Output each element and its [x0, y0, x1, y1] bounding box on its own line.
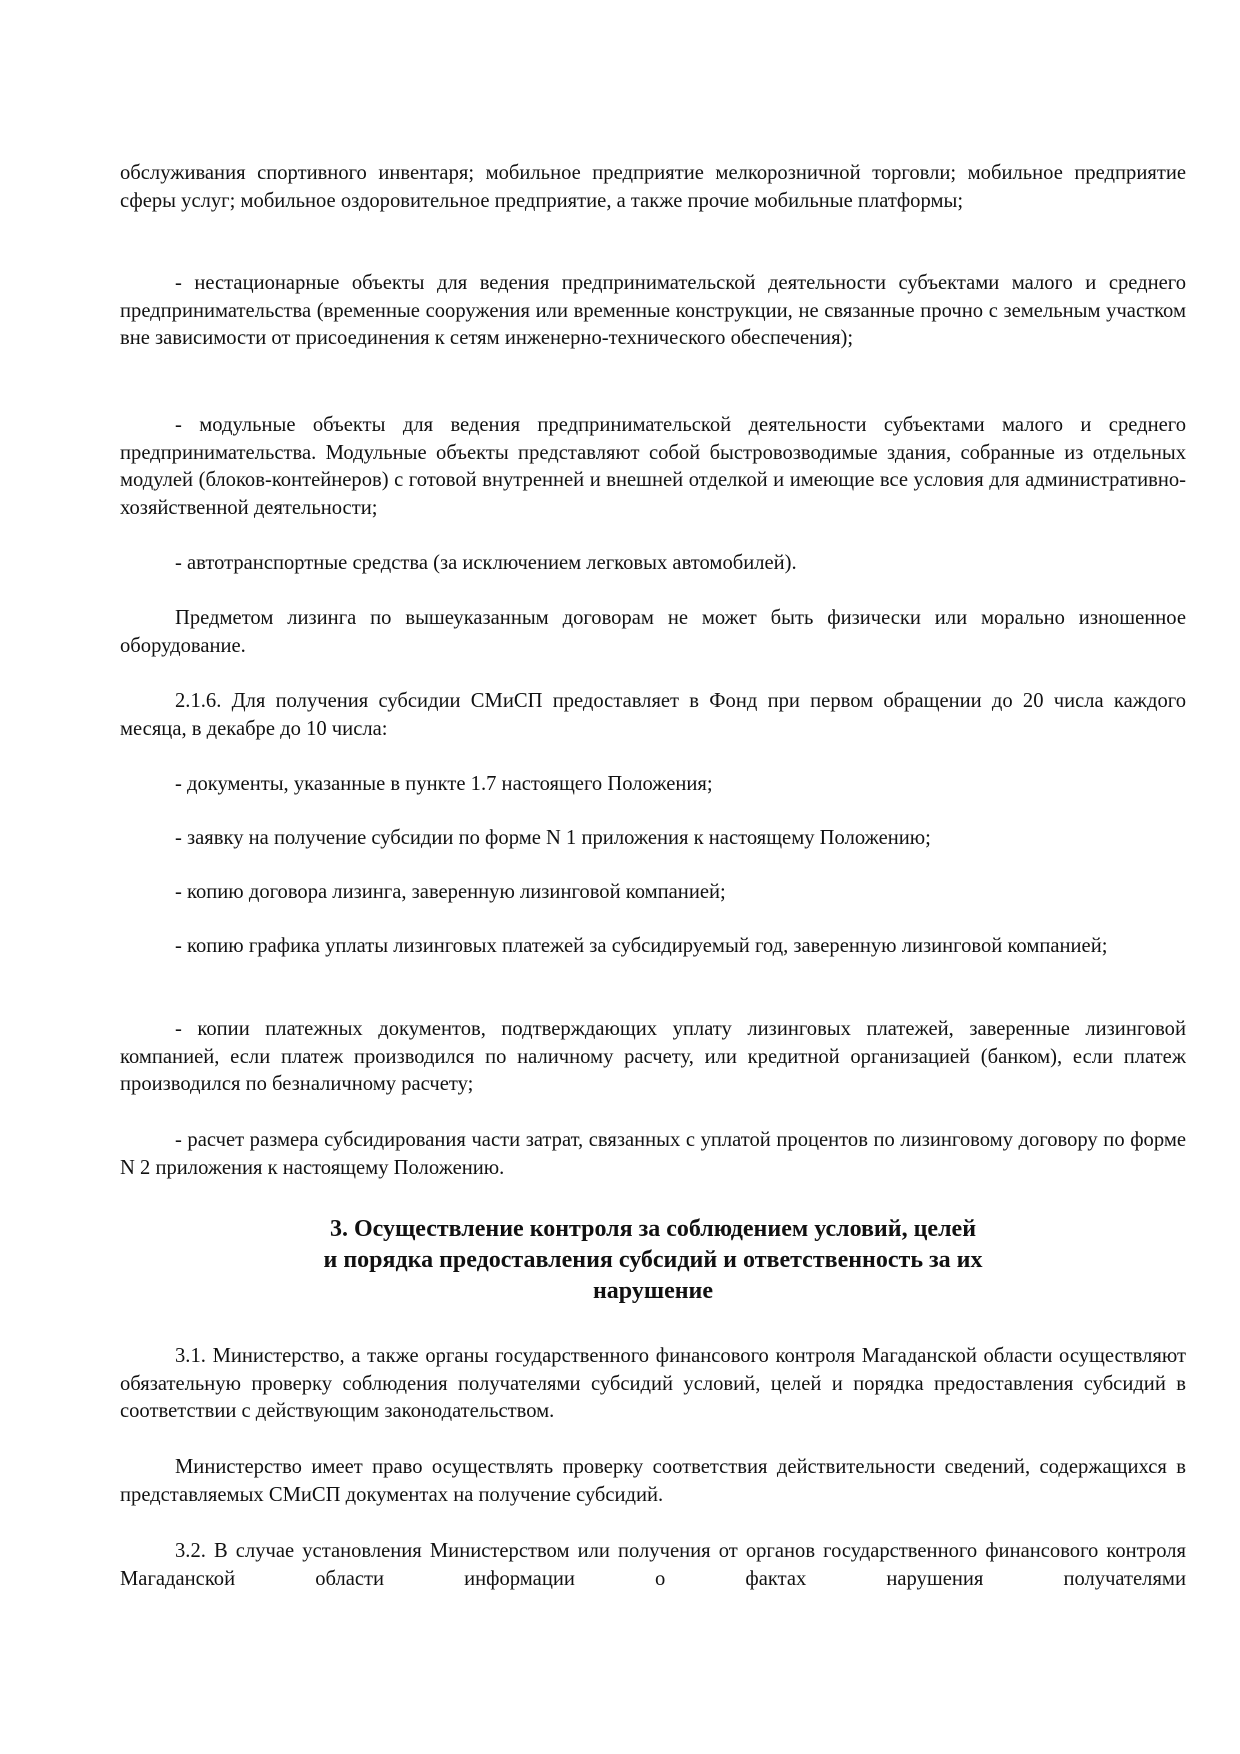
list-item-lease-copy: - копию договора лизинга, заверенную лизинговой компанией;: [175, 881, 726, 903]
paragraph-leasing-subject: Предметом лизинга по вышеуказанным договорам не может быть физически или морально изношенное оборудование.: [120, 607, 1186, 657]
list-item-documents: - документы, указанные в пункте 1.7 настоящего Положения;: [175, 773, 713, 795]
section-heading-line-2: и порядка предоставления субсидий и ответственность за их: [323, 1247, 983, 1273]
paragraph-mobile-platforms: обслуживания спортивного инвентаря; мобильное предприятие мелкорозничной торговли; мобильное предприятие сферы услуг; мобильное оздоровительное предприятие, а также прочие мобильные платформы;: [120, 162, 1186, 212]
paragraph-3-1: 3.1. Министерство, а также органы государственного финансового контроля Магаданской области осуществляют обязательную проверку соблюдения получателями субсидий условий, целей и порядка предоставления субсидий в соответствии с действующим законодательством.: [120, 1345, 1186, 1423]
list-item-payment-schedule: - копию графика уплаты лизинговых платежей за субсидируемый год, заверенную лизинговой компанией;: [175, 935, 1108, 957]
paragraph-modular-objects: - модульные объекты для ведения предпринимательской деятельности субъектами малого и среднего предпринимательства. Модульные объекты представляют собой быстровозводимые здания, собранные из отдельных модулей (блоков-контейнеров) с готовой внутренней и внешней отделкой и имеющие все условия для административно-хозяйственной деятельности;: [120, 414, 1186, 519]
list-item-subsidy-calculation: - расчет размера субсидирования части затрат, связанных с уплатой процентов по лизинговому договору по форме N 2 приложения к настоящему Положению.: [120, 1129, 1186, 1179]
paragraph-vehicles: - автотранспортные средства (за исключением легковых автомобилей).: [175, 552, 797, 574]
list-item-application: - заявку на получение субсидии по форме N 1 приложения к настоящему Положению;: [175, 827, 931, 849]
paragraph-nonstationary-objects: - нестационарные объекты для ведения предпринимательской деятельности субъектами малого и среднего предпринимательства (временные сооружения или временные конструкции, не связанные прочно с земельным участком вне зависимости от присоединения к сетям инженерно-технического обеспечения);: [120, 272, 1186, 350]
section-heading-line-3: нарушение: [592, 1278, 714, 1304]
section-heading: [120, 1214, 1186, 1307]
paragraph-ministry-right: Министерство имеет право осуществлять проверку соответствия действительности сведений, содержащихся в представляемых СМиСП документах на получение субсидий.: [120, 1456, 1186, 1506]
paragraph-3-2: 3.2. В случае установления Министерством или получения от органов государственного финансового контроля Магаданской области информации о фактах нарушения получателями: [120, 1540, 1186, 1590]
paragraph-2-1-6: 2.1.6. Для получения субсидии СМиСП предоставляет в Фонд при первом обращении до 20 числа каждого месяца, в декабре до 10 числа:: [120, 690, 1186, 740]
section-heading-line-1: 3. Осуществление контроля за соблюдением условий, целей: [329, 1216, 977, 1242]
list-item-payment-documents: - копии платежных документов, подтверждающих уплату лизинговых платежей, заверенные лизинговой компанией, если платеж производился по наличному расчету, или кредитной организацией (банком), если платеж производился по безналичному расчету;: [120, 1018, 1186, 1096]
